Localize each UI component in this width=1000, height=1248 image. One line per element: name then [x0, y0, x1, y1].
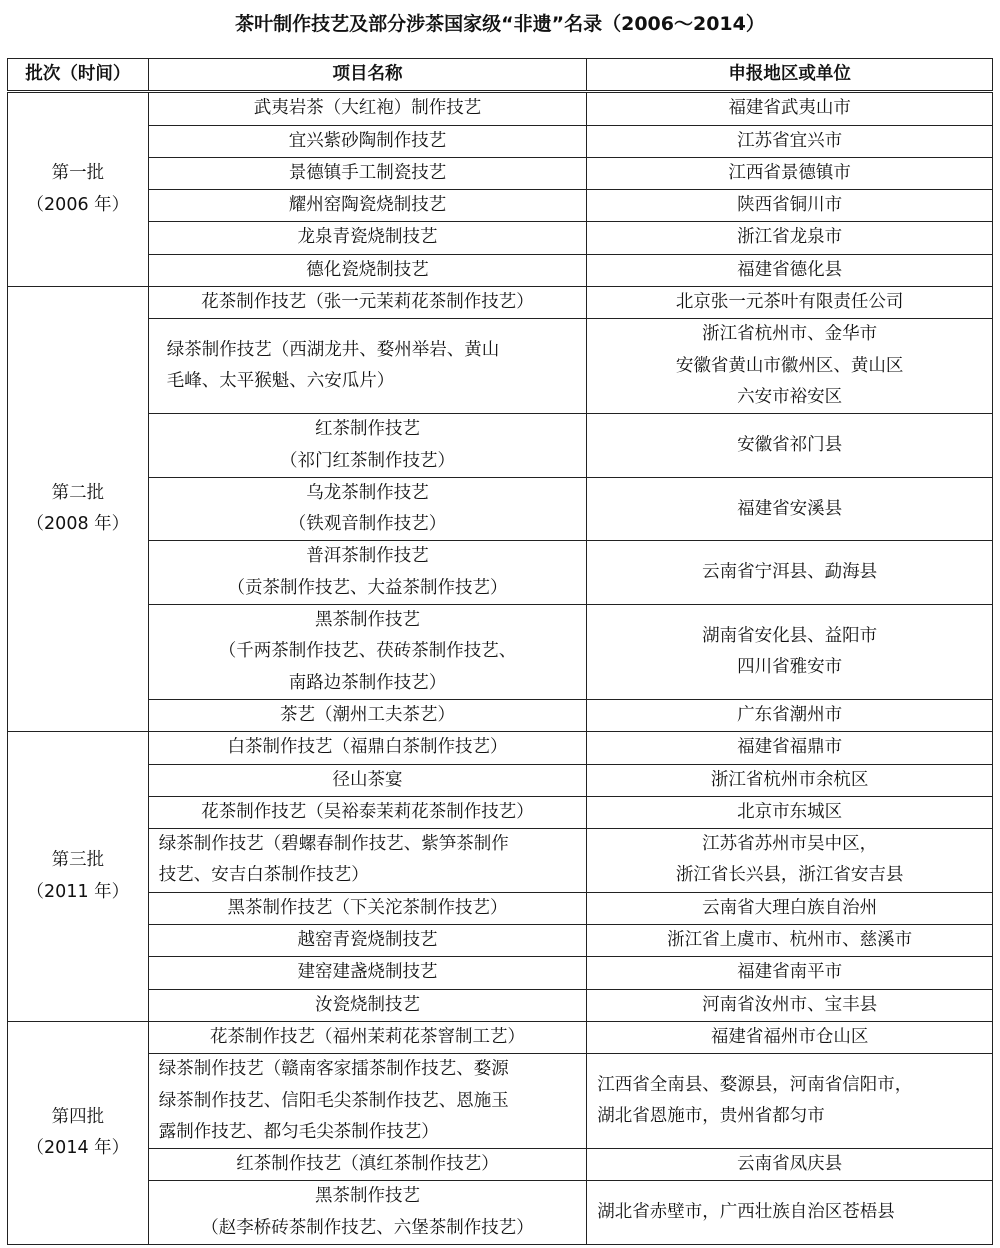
- region-cell: [587, 1149, 993, 1181]
- region-cell: [587, 796, 993, 828]
- item-name-line: 绿茶制作技艺（西湖龙井、婺州举岩、黄山: [166, 340, 500, 361]
- region-line: 六安市裕安区: [737, 386, 843, 407]
- table-row: [8, 1021, 993, 1053]
- item-cell: [148, 319, 587, 414]
- region-line: 浙江省杭州市、金华市: [702, 324, 878, 345]
- table-row: [8, 732, 993, 764]
- table-row: [8, 414, 993, 478]
- item-name-line: 绿茶制作技艺（碧螺春制作技艺、紫笋茶制作: [158, 834, 509, 855]
- item-name-line: 建窑建盏烧制技艺: [297, 962, 438, 983]
- item-name-line: 技艺、安吉白茶制作技艺）: [158, 865, 369, 886]
- table-row: [8, 1181, 993, 1245]
- table-row: [8, 925, 993, 957]
- region-line: 浙江省长兴县，浙江省安吉县: [675, 865, 904, 886]
- batch-year: （2011 年）: [26, 881, 130, 902]
- region-line: 浙江省龙泉市: [737, 227, 843, 248]
- header-batch: 批次（时间）: [8, 59, 149, 92]
- table-row: [8, 989, 993, 1021]
- table-row: [8, 796, 993, 828]
- batch-year: （2014 年）: [26, 1137, 130, 1158]
- item-cell: [148, 1181, 587, 1245]
- table-row: [8, 319, 993, 414]
- table-row: [8, 892, 993, 924]
- item-name-line: 德化瓷烧制技艺: [306, 259, 429, 280]
- item-name-line: 黑茶制作技艺: [314, 1186, 420, 1207]
- batch-name: 第三批: [51, 850, 105, 871]
- item-name-line: （千两茶制作技艺、茯砖茶制作技艺、: [218, 641, 517, 662]
- item-cell: [148, 764, 587, 796]
- item-name-line: 汝瓷烧制技艺: [314, 994, 420, 1015]
- region-cell: [587, 319, 993, 414]
- region-cell: [587, 925, 993, 957]
- item-name-line: （贡茶制作技艺、大益茶制作技艺）: [227, 577, 508, 598]
- heritage-table: [7, 58, 993, 1245]
- item-cell: [148, 125, 587, 157]
- region-cell: [587, 254, 993, 286]
- table-row: [8, 125, 993, 157]
- region-cell: [587, 190, 993, 222]
- batch-name: 第四批: [51, 1106, 105, 1127]
- item-cell: [148, 222, 587, 254]
- region-line: 江苏省苏州市吴中区，: [702, 834, 878, 855]
- item-cell: [148, 157, 587, 189]
- region-cell: [587, 157, 993, 189]
- item-cell: [148, 190, 587, 222]
- region-cell: [587, 605, 993, 700]
- region-line: 安徽省黄山市徽州区、黄山区: [675, 355, 904, 376]
- region-cell: [587, 1054, 993, 1149]
- region-line: 江苏省宜兴市: [737, 130, 843, 151]
- region-cell: [587, 477, 993, 541]
- batch-cell: [8, 732, 149, 1022]
- page-title: 茶叶制作技艺及部分涉茶国家级“非遗”名录（2006～2014）: [235, 13, 765, 35]
- region-cell: [587, 541, 993, 605]
- item-cell: [148, 829, 587, 893]
- region-line: 江西省景德镇市: [728, 162, 851, 183]
- item-cell: [148, 254, 587, 286]
- item-name-line: 黑茶制作技艺: [314, 610, 420, 631]
- table-row: [8, 1054, 993, 1149]
- region-cell: [587, 957, 993, 989]
- table-row: [8, 287, 993, 319]
- item-name-line: 乌龙茶制作技艺: [306, 482, 429, 503]
- item-cell: [148, 925, 587, 957]
- region-line: 云南省宁洱县、勐海县: [702, 562, 878, 583]
- header-row: [8, 59, 993, 92]
- item-cell: [148, 989, 587, 1021]
- region-cell: [587, 829, 993, 893]
- region-line: 北京张一元茶叶有限责任公司: [675, 292, 904, 313]
- batch-name: 第二批: [51, 482, 105, 503]
- item-name-line: 花茶制作技艺（福州茉莉花茶窨制工艺）: [209, 1026, 525, 1047]
- region-line: 陕西省铜川市: [737, 195, 843, 216]
- region-line: 福建省武夷山市: [728, 98, 851, 119]
- item-name-line: 花茶制作技艺（张一元茉莉花茶制作技艺）: [201, 292, 534, 313]
- item-name-line: 红茶制作技艺（滇红茶制作技艺）: [236, 1154, 499, 1175]
- header-item: 项目名称: [148, 59, 587, 92]
- item-name-line: 毛峰、太平猴魁、六安瓜片）: [166, 371, 395, 392]
- region-line: 浙江省上虞市、杭州市、慈溪市: [667, 930, 913, 951]
- item-name-line: 耀州窑陶瓷烧制技艺: [288, 195, 447, 216]
- item-name-line: （赵李桥砖茶制作技艺、六堡茶制作技艺）: [201, 1217, 534, 1238]
- table-row: [8, 605, 993, 700]
- table-row: [8, 1149, 993, 1181]
- item-name-line: 景德镇手工制瓷技艺: [288, 162, 447, 183]
- batch-cell: [8, 1021, 149, 1244]
- item-name-line: 径山茶宴: [332, 769, 403, 790]
- item-name-line: 绿茶制作技艺、信阳毛尖茶制作技艺、恩施玉: [158, 1090, 509, 1111]
- region-cell: [587, 414, 993, 478]
- region-line: 浙江省杭州市余杭区: [710, 769, 869, 790]
- item-cell: [148, 1149, 587, 1181]
- item-name-line: 越窑青瓷烧制技艺: [297, 930, 438, 951]
- region-line: 四川省雅安市: [737, 656, 843, 677]
- table-row: [8, 829, 993, 893]
- region-cell: [587, 222, 993, 254]
- region-line: 福建省南平市: [737, 962, 843, 983]
- batch-year: （2006 年）: [26, 194, 130, 215]
- region-line: 福建省安溪县: [737, 498, 843, 519]
- item-name-line: 龙泉青瓷烧制技艺: [297, 227, 438, 248]
- table-row: [8, 92, 993, 125]
- region-line: 云南省大理白族自治州: [702, 897, 878, 918]
- item-cell: [148, 796, 587, 828]
- item-cell: [148, 957, 587, 989]
- item-cell: [148, 92, 587, 125]
- region-line: 安徽省祁门县: [737, 434, 843, 455]
- batch-cell: [8, 92, 149, 287]
- item-cell: [148, 1054, 587, 1149]
- region-cell: [587, 989, 993, 1021]
- region-cell: [587, 1021, 993, 1053]
- item-name-line: 绿茶制作技艺（赣南客家擂茶制作技艺、婺源: [158, 1059, 509, 1080]
- region-cell: [587, 732, 993, 764]
- item-cell: [148, 732, 587, 764]
- region-line: 湖南省安化县、益阳市: [702, 625, 878, 646]
- item-name-line: 南路边茶制作技艺）: [288, 672, 447, 693]
- region-cell: [587, 699, 993, 731]
- item-name-line: 花茶制作技艺（吴裕泰茉莉花茶制作技艺）: [201, 801, 534, 822]
- table-row: [8, 764, 993, 796]
- item-name-line: 茶艺（潮州工夫茶艺）: [279, 704, 455, 725]
- table-row: [8, 957, 993, 989]
- item-cell: [148, 287, 587, 319]
- region-line: 湖北省恩施市，贵州省都匀市: [597, 1106, 825, 1127]
- region-line: 福建省福州市仓山区: [710, 1026, 869, 1047]
- region-cell: [587, 1181, 993, 1245]
- item-cell: [148, 605, 587, 700]
- table-row: [8, 190, 993, 222]
- item-name-line: （祁门红茶制作技艺）: [279, 450, 455, 471]
- region-line: 福建省德化县: [737, 259, 843, 280]
- table-row: [8, 477, 993, 541]
- region-line: 湖北省赤壁市，广西壮族自治区苍梧县: [597, 1202, 895, 1223]
- region-line: 云南省凤庆县: [737, 1154, 843, 1175]
- header-region: 申报地区或单位: [587, 59, 993, 92]
- item-cell: [148, 541, 587, 605]
- region-cell: [587, 125, 993, 157]
- region-line: 江西省全南县、婺源县，河南省信阳市，: [597, 1074, 913, 1095]
- item-name-line: 黑茶制作技艺（下关沱茶制作技艺）: [227, 897, 508, 918]
- region-line: 广东省潮州市: [737, 704, 843, 725]
- item-name-line: 宜兴紫砂陶制作技艺: [288, 130, 447, 151]
- table-row: [8, 254, 993, 286]
- region-line: 北京市东城区: [737, 801, 843, 822]
- item-cell: [148, 699, 587, 731]
- table-row: [8, 541, 993, 605]
- item-cell: [148, 477, 587, 541]
- item-name-line: 普洱茶制作技艺: [306, 546, 429, 567]
- table-row: [8, 699, 993, 731]
- item-name-line: 露制作技艺、都匀毛尖茶制作技艺）: [158, 1121, 439, 1142]
- batch-cell: [8, 287, 149, 732]
- region-cell: [587, 892, 993, 924]
- region-line: 河南省汝州市、宝丰县: [702, 994, 878, 1015]
- item-cell: [148, 1021, 587, 1053]
- region-cell: [587, 92, 993, 125]
- item-cell: [148, 892, 587, 924]
- table-row: [8, 222, 993, 254]
- region-line: 福建省福鼎市: [737, 737, 843, 758]
- item-name-line: 武夷岩茶（大红袍）制作技艺: [253, 98, 482, 119]
- item-cell: [148, 414, 587, 478]
- batch-year: （2008 年）: [26, 514, 130, 535]
- batch-name: 第一批: [51, 163, 105, 184]
- item-name-line: 红茶制作技艺: [314, 419, 420, 440]
- region-cell: [587, 764, 993, 796]
- region-cell: [587, 287, 993, 319]
- item-name-line: （铁观音制作技艺）: [288, 514, 447, 535]
- table-body: [8, 92, 993, 1245]
- item-name-line: 白茶制作技艺（福鼎白茶制作技艺）: [227, 737, 508, 758]
- table-row: [8, 157, 993, 189]
